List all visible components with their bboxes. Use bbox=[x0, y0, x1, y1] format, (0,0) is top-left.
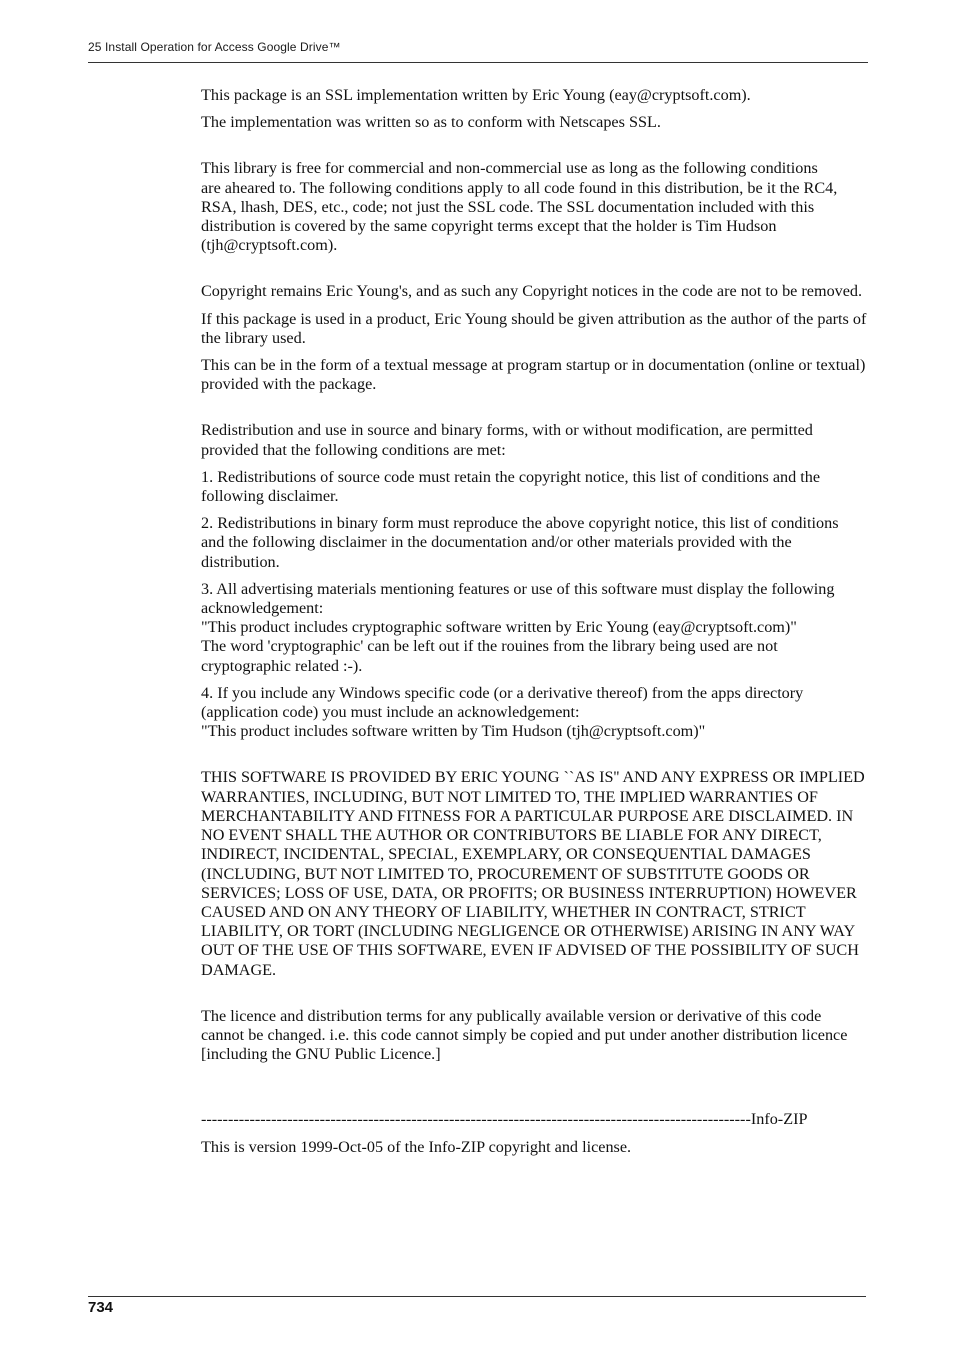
paragraph-condition-2: 2. Redistributions in binary form must reproduce the above copyright notice, this list of conditions and the following disclaimer in the documentation and/or other materials provided with the distribution. bbox=[201, 514, 839, 571]
condition-3-acknowledgement: "This product includes cryptographic software written by Eric Young (eay@cryptsoft.com)" bbox=[201, 618, 797, 637]
paragraph-ssl-intro: This package is an SSL implementation written by Eric Young (eay@cryptsoft.com). bbox=[201, 86, 751, 104]
condition-4-acknowledgement: "This product includes software written by Tim Hudson (tjh@cryptsoft.com)" bbox=[201, 722, 706, 741]
paragraph-licence-terms: The licence and distribution terms for any publically available version or derivative of this code cannot be changed. i.e. this code cannot simply be copied and put under another distribution licence [including the GNU Public Licence.] bbox=[201, 1006, 848, 1064]
paragraph-warranty-disclaimer: THIS SOFTWARE IS PROVIDED BY ERIC YOUNG ``AS IS'' AND ANY EXPRESS OR IMPLIED WARRANTIES, INCLUDING, BUT NOT LIMITED TO, THE IMPLIED WARRANTIES OF MERCHANTABILITY AND FITNESS FOR A PARTICULAR PURPOSE ARE DISCLAIMED. IN NO EVENT SHALL THE AUTHOR OR CONTRIBUTORS BE LIABLE FOR ANY DIRECT, INDIRECT, INCIDENTAL, SPECIAL, EXEMPLARY, OR CONSEQUENTIAL DAMAGES (INCLUDING, BUT NOT LIMITED TO, PROCUREMENT OF SUBSTITUTE GOODS OR SERVICES; LOSS OF USE, DATA, OR PROFITS; OR BUSINESS INTERRUPTION) HOWEVER CAUSED AND ON ANY THEORY OF LIABILITY, WHETHER IN CONTRACT, STRICT LIABILITY, OR TORT (INCLUDING NEGLIGENCE OR OTHERWISE) ARISING IN ANY WAY OUT OF THE USE OF THIS SOFTWARE, EVEN IF ADVISED OF THE POSSIBILITY OF SUCH DAMAGE. bbox=[201, 768, 865, 979]
paragraph-info-zip-version: This is version 1999-Oct-05 of the Info-ZIP copyright and license. bbox=[201, 1137, 632, 1156]
header-divider bbox=[88, 62, 868, 63]
paragraph-copyright-remains: Copyright remains Eric Young's, and as such any Copyright notices in the code are not to be removed. bbox=[201, 282, 863, 301]
paragraph-condition-3 bbox=[201, 580, 867, 676]
paragraph-redistribution: Redistribution and use in source and binary forms, with or without modification, are permitted provided that the following conditions are met: bbox=[201, 421, 813, 459]
section-separator-info-zip: ------------------------------------------------------------------------------------------------------Info-ZIP bbox=[201, 1110, 808, 1129]
paragraph-free-use: This library is free for commercial and non-commercial use as long as the following conditions are aheared to. The following conditions apply to all code found in this distribution, be it the RC4, RSA, lhash, DES, etc., code; not just the SSL code. The SSL documentation included with this distribution is covered by the same copyright terms except that the holder is Tim Hudson (tjh@cryptsoft.com). bbox=[201, 159, 838, 255]
paragraph-ssl-conformance: The implementation was written so as to conform with Netscapes SSL. bbox=[201, 113, 661, 132]
condition-4-text: 4. If you include any Windows specific code (or a derivative thereof) from the apps directory (application code) you must include an acknowledgement: bbox=[201, 683, 804, 722]
paragraph-condition-4 bbox=[201, 684, 867, 742]
paragraph-attribution-form: This can be in the form of a textual message at program startup or in documentation (online or textual) provided with the package. bbox=[201, 356, 866, 394]
paragraph-condition-1: 1. Redistributions of source code must retain the copyright notice, this list of conditions and the following disclaimer. bbox=[201, 467, 821, 506]
license-body bbox=[201, 86, 867, 1165]
condition-3-text: 3. All advertising materials mentioning features or use of this software must display the following acknowledgement: bbox=[201, 579, 835, 618]
running-header: 25 Install Operation for Access Google Drive™ bbox=[88, 40, 341, 54]
page-number: 734 bbox=[88, 1299, 114, 1316]
condition-3-note: The word 'cryptographic' can be left out if the rouines from the library being used are not cryptographic related :-). bbox=[201, 637, 778, 675]
footer-divider bbox=[88, 1296, 866, 1297]
paragraph-attribution: If this package is used in a product, Eric Young should be given attribution as the author of the parts of the library used. bbox=[201, 309, 867, 347]
